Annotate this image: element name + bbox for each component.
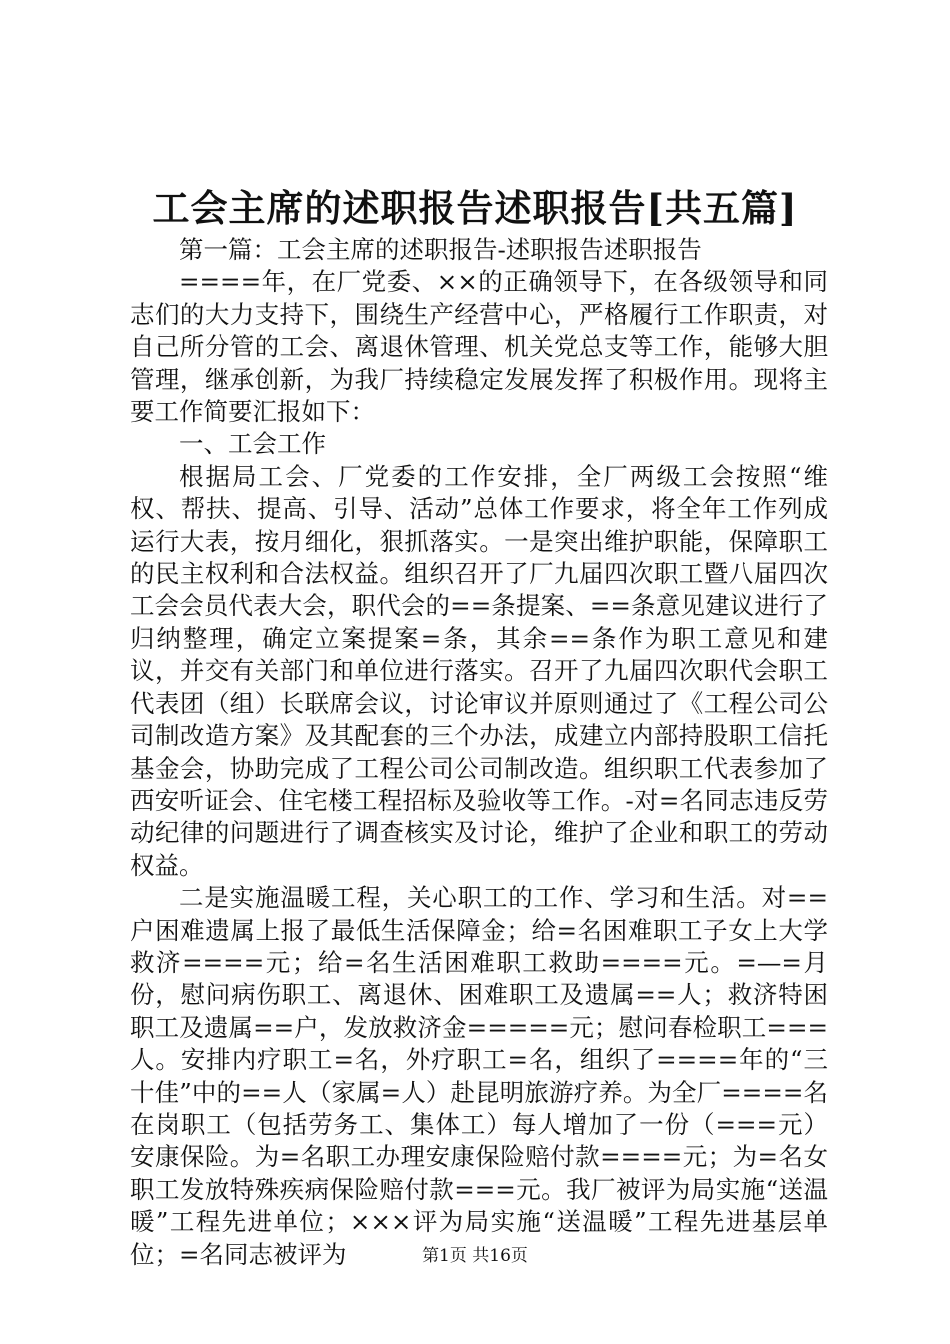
section-heading-part-one: 第一篇：工会主席的述职报告-述职报告述职报告	[179, 235, 702, 264]
intro-paragraph: ====年，在厂党委、××的正确领导下，在各级领导和同志们的大力支持下，围绕生产经营中心，严格履行工作职责，对自己所分管的工会、离退休管理、机关党总支等工作，能够大胆管理，继承创新，为我厂持续稳定发展发挥了积极作用。现将主要工作简要汇报如下：	[130, 267, 828, 427]
body-paragraph: 二是实施温暖工程，关心职工的工作、学习和生活。对==户困难遗属上报了最低生活保障金；给=名困难职工子女上大学救济====元；给=名生活困难职工救助====元。=—=月份，慰问病伤职工、离退休、困难职工及遗属==人；救济特困职工及遗属==户，发放救济金=====元；慰问春检职工===人。安排内疗职工=名，外疗职工=名，组织了====年的“三十佳”中的==人（家属=人）赴昆明旅游疗养。为全厂====名在岗职工（包括劳务工、集体工）每人增加了一份（===元）安康保险。为=名职工办理安康保险赔付款====元；为=名女职工发放特殊疾病保险赔付款===元。我厂被评为局实施“送温暖”工程先进单位；×××评为局实施“送温暖”工程先进基层单位；=名同志被评为	[130, 883, 828, 1269]
page-footer: 第1页 共16页	[422, 1246, 528, 1266]
section-heading-union-work: 一、工会工作	[179, 429, 326, 459]
document-body	[130, 234, 828, 1271]
body-paragraph: 根据局工会、厂党委的工作安排，全厂两级工会按照“维权、帮扶、提高、引导、活动”总体工作要求，将全年工作列成运行大表，按月细化，狠抓落实。一是突出维护职能，保障职工的民主权利和合法权益。组织召开了厂九届四次职工暨八届四次工会会员代表大会，职代会的==条提案、==条意见建议进行了归纳整理，确定立案提案=条，其余==条作为职工意见和建议，并交有关部门和单位进行落实。召开了九届四次职代会职工代表团（组）长联席会议，讨论审议并原则通过了《工程公司公司制改造方案》及其配套的三个办法，成建立内部持股职工信托基金会，协助完成了工程公司公司制改造。组织职工代表参加了西安听证会、住宅楼工程招标及验收等工作。-对=名同志违反劳动纪律的问题进行了调查核实及讨论，维护了企业和职工的劳动权益。	[130, 461, 828, 880]
document-title: 工会主席的述职报告述职报告[共五篇]	[152, 186, 798, 230]
